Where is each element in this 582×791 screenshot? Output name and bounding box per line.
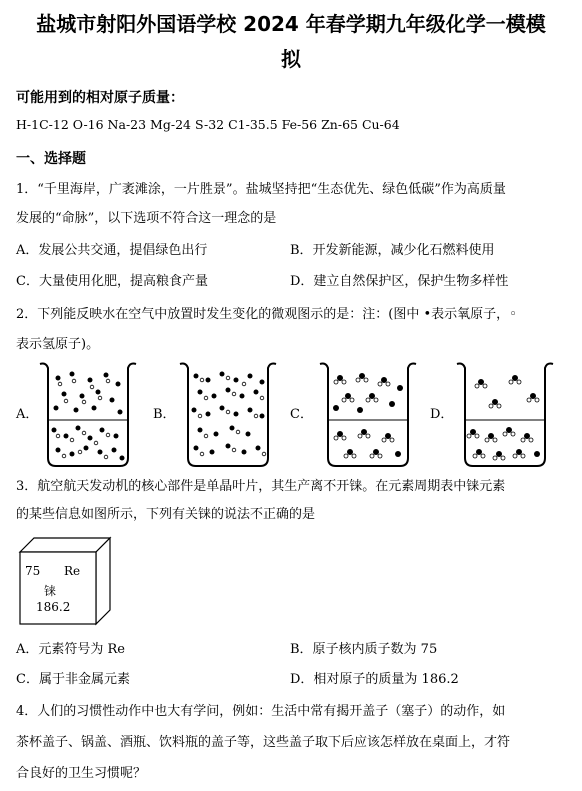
q2-text-line2: 表示氢原子)。 xyxy=(16,337,100,352)
element-name: 铼 xyxy=(44,584,57,598)
exam-title-line2: 拟 xyxy=(281,47,301,71)
q1-option-d[interactable]: D．建立自然保护区，保护生物多样性 xyxy=(290,274,509,289)
q3-option-d[interactable]: D．相对原子的质量为 186.2 xyxy=(290,672,459,687)
q3-text-line1: 3．航空航天发动机的核心部件是单晶叶片，其生产离不开铼。在元素周期表中铼元素 xyxy=(16,479,506,494)
q2-option-d-label[interactable]: D． xyxy=(430,407,454,422)
q1-option-a[interactable]: A．发展公共交通，提倡绿色出行 xyxy=(16,243,208,258)
beaker-d-diagram xyxy=(455,360,555,470)
q3-option-a[interactable]: A．元素符号为 Re xyxy=(16,642,126,657)
q3-option-c[interactable]: C．属于非金属元素 xyxy=(16,672,130,687)
beaker-c-diagram xyxy=(318,360,418,470)
q2-option-b-label[interactable]: B． xyxy=(153,407,176,422)
exam-title-line1: 盐城市射阳外国语学校 2024 年春学期九年级化学一模模 xyxy=(36,12,546,36)
q2-option-c-label[interactable]: C． xyxy=(290,407,313,422)
atomic-mass-values: H-1C-12 O-16 Na-23 Mg-24 S-32 C1-35.5 Fe-56 Zn-65 Cu-64 xyxy=(16,117,400,132)
q4-text-line1: 4．人们的习惯性动作中也大有学问，例如：生活中常有揭开盖子（塞子）的动作，如 xyxy=(16,704,506,719)
q2-text-line1: 2．下列能反映水在空气中放置时发生变化的微观图示的是：注：(图中 •表示氧原子，◦ xyxy=(16,307,517,322)
element-mass: 186.2 xyxy=(36,600,71,614)
beaker-b-diagram xyxy=(178,360,278,470)
q3-option-b[interactable]: B．原子核内质子数为 75 xyxy=(290,642,438,657)
q3-text-line2: 的某些信息如图所示，下列有关铼的说法不正确的是 xyxy=(16,507,316,522)
q4-text-line3: 合良好的卫生习惯呢？ xyxy=(16,766,147,781)
atomic-mass-heading: 可能用到的相对原子质量： xyxy=(16,90,184,106)
q1-option-b[interactable]: B．开发新能源，减少化石燃料使用 xyxy=(290,243,495,258)
q4-text-line2: 茶杯盖子、锅盖、酒瓶、饮料瓶的盖子等，这些盖子取下后应该怎样放在桌面上，才符 xyxy=(16,735,511,750)
section-heading: 一、选择题 xyxy=(16,151,86,167)
element-symbol: Re xyxy=(64,564,81,578)
q2-option-a-label[interactable]: A． xyxy=(16,407,39,422)
q1-text-line1: 1．“千里海岸，广袤滩涂，一片胜景”。盐城坚持把“生态优先、绿色低碳”作为高质量 xyxy=(16,182,506,197)
beaker-a-diagram xyxy=(38,360,138,470)
element-atomic-number: 75 xyxy=(25,564,41,578)
q1-option-c[interactable]: C．大量使用化肥，提高粮食产量 xyxy=(16,274,208,289)
q1-text-line2: 发展的“命脉”，以下选项不符合这一理念的是 xyxy=(16,211,277,226)
